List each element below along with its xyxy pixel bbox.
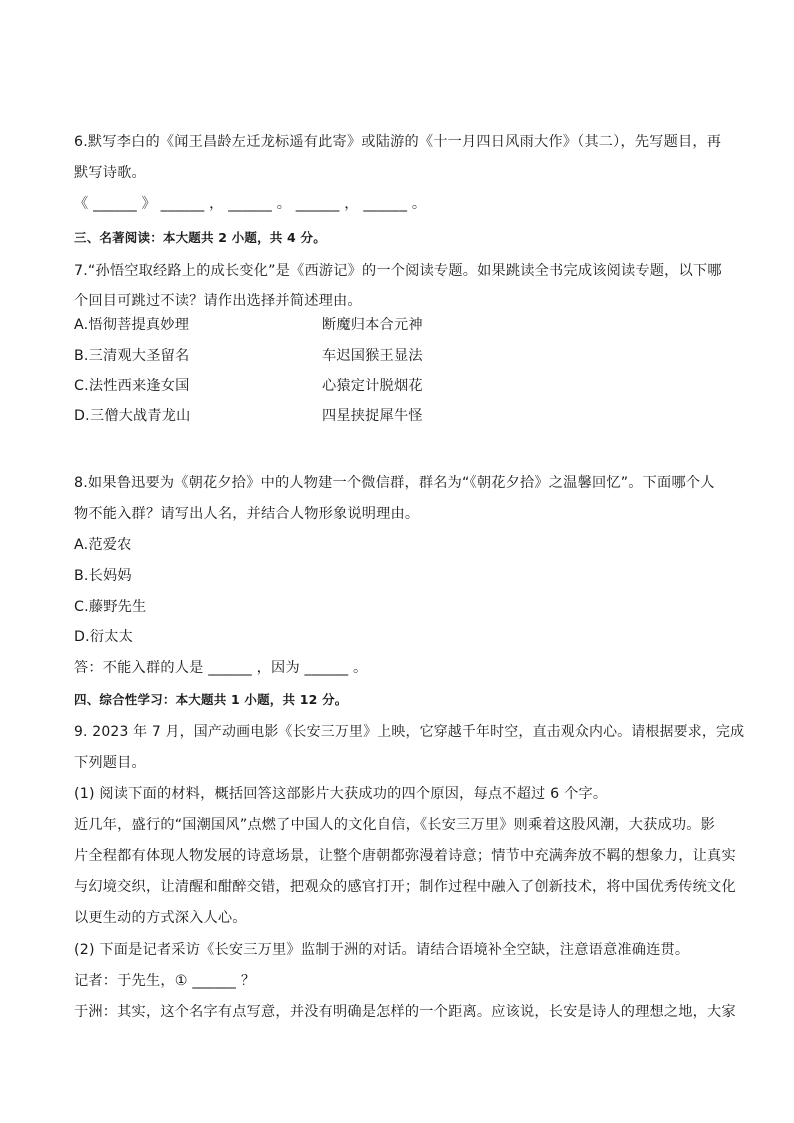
q7-text-line-2: 个回目可跳过不读？请作出选择并简述理由。 [74, 293, 362, 309]
q6-text-line-1: 6.默写李白的《闻王昌龄左迁龙标遥有此寄》或陆游的《十一月四日风雨大作》（其二），先写题目，再 [74, 134, 722, 150]
q9-dialog-yuzhou: 于洲：其实，这个名字有点写意，并没有明确是怎样的一个距离。应该说，长安是诗人的理想之地，大家 [74, 1004, 736, 1020]
q9-material-line-1: 近几年，盛行的“国潮国风”点燃了中国人的文化自信，《长安三万里》则乘着这股风潮，大获成功。影 [74, 817, 716, 833]
q7-option-d-first: D.三僧大战青龙山 [74, 408, 191, 424]
q7-option-d [74, 406, 423, 426]
q6-answer-blanks: 《 ______ 》 ______ ， ______ 。 ______ ， ______ 。 [74, 196, 427, 212]
q8-option-b: B.长妈妈 [74, 568, 132, 584]
q8-option-c: C.藤野先生 [74, 599, 147, 615]
q9-sub-question-1: (1) 阅读下面的材料，概括回答这部影片大获成功的四个原因，每点不超过 6 个字。 [74, 786, 608, 802]
q7-option-a [74, 315, 423, 335]
q7-option-a-first: A.悟彻菩提真妙理 [74, 317, 190, 333]
section-3-heading: 三、名著阅读：本大题共 2 小题，共 4 分。 [74, 230, 326, 245]
section-4-heading: 四、综合性学习：本大题共 1 小题，共 12 分。 [74, 692, 348, 707]
q6-text-line-2: 默写诗歌。 [74, 165, 146, 181]
q8-text-line-2: 物不能入群？请写出人名，并结合人物形象说明理由。 [74, 506, 420, 522]
q7-option-a-second: 断魔归本合元神 [322, 317, 423, 333]
q9-material-line-3: 与幻境交织，让清醒和酣醉交错，把观众的感官打开；制作过程中融入了创新技术，将中国优秀传统文化 [74, 879, 736, 895]
q7-option-c-second: 心猿定计脱烟花 [322, 378, 423, 394]
q7-option-b-second: 车迟国猴王显法 [322, 348, 423, 364]
q7-option-d-second: 四星挟捉犀牛怪 [322, 408, 423, 424]
q8-option-a: A.范爱农 [74, 537, 132, 553]
q8-option-d: D.衍太太 [74, 629, 133, 645]
q7-text-line-1: 7.“孙悟空取经路上的成长变化”是《西游记》的一个阅读专题。如果跳读全书完成该阅读专题，以下哪 [74, 263, 722, 279]
q7-option-c-first: C.法性西来逢女国 [74, 378, 190, 394]
q9-text-line-1: 9. 2023 年 7 月，国产动画电影《长安三万里》上映，它穿越千年时空，直击观众内心。请根据要求，完成 [74, 724, 745, 740]
q7-option-b-first: B.三清观大圣留名 [74, 348, 190, 364]
q9-dialog-reporter: 记者：于先生，① ______ ？ [74, 973, 256, 989]
q9-sub-question-2: (2) 下面是记者采访《长安三万里》监制于洲的对话。请结合语境补全空缺，注意语意准确连贯。 [74, 942, 690, 958]
q8-answer: 答：不能入群的人是 ______ ，因为 ______ 。 [74, 660, 368, 676]
q9-text-line-2: 下列题目。 [74, 755, 146, 771]
q7-option-c [74, 376, 423, 396]
q9-material-line-2: 片全程都有体现人物发展的诗意场景，让整个唐朝都弥漫着诗意；情节中充满奔放不羁的想象力，让真实 [74, 848, 736, 864]
q9-material-line-4: 以更生动的方式深入人心。 [74, 910, 247, 926]
q8-text-line-1: 8.如果鲁迅要为《朝花夕拾》中的人物建一个微信群，群名为“《朝花夕拾》之温馨回忆”。下面哪个人 [74, 475, 715, 491]
q7-option-b [74, 346, 423, 366]
